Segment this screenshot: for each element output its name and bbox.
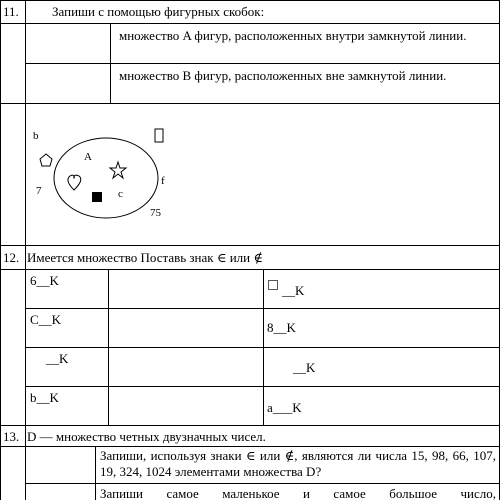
task12-cell-3-right: __K — [293, 360, 316, 375]
label-A: A — [84, 151, 92, 163]
task12-cell-3-left: __K — [46, 351, 69, 366]
black-square — [92, 192, 102, 202]
task11-figure — [26, 104, 499, 245]
task11-row-b: множество B фигур, расположенных вне замкнутой линии. — [119, 68, 447, 83]
task11-row-a: множество A фигур, расположенных внутри замкнутой линии. — [119, 28, 467, 43]
task11-title: Запиши с помощью фигурных скобок: — [52, 4, 265, 19]
task12-cell-1-left: 6__K — [30, 273, 59, 288]
closed-curve — [54, 138, 158, 218]
task12-cell-1-right: __K — [282, 283, 305, 298]
task13-number: 13. — [3, 429, 20, 444]
star-shape — [110, 162, 126, 178]
label-f: f — [161, 175, 165, 187]
task12-cell-4-left: b__K — [30, 390, 59, 405]
task12-cell-2-left: C__K — [30, 312, 62, 327]
label-7: 7 — [36, 185, 42, 197]
task12-cell-2-right: 8__K — [267, 320, 296, 335]
label-75: 75 — [150, 207, 161, 219]
label-c: c — [118, 188, 123, 200]
task13-row-1: Запиши, используя знаки ∈ или ∉, являются ли числа 15, 98, 66, 107, 19, 324, 1024 элементами множества D? — [100, 448, 496, 479]
task12-cell-4-right: a___K — [267, 400, 302, 415]
rectangle-shape — [155, 129, 163, 142]
task12-title: Имеется множество Поставь знак ∈ или ∉ — [27, 250, 263, 265]
task12-number: 12. — [3, 250, 20, 265]
task13-title: D — множество четных двузначных чисел. — [27, 429, 266, 444]
square-icon — [268, 280, 278, 290]
heart-shape — [68, 175, 81, 190]
pentagon-shape — [40, 154, 52, 166]
task11-number: 11. — [3, 4, 19, 19]
label-b: b — [33, 130, 39, 142]
task13-row-2: Запиши самое маленькое и самое большое число, — [100, 486, 496, 501]
